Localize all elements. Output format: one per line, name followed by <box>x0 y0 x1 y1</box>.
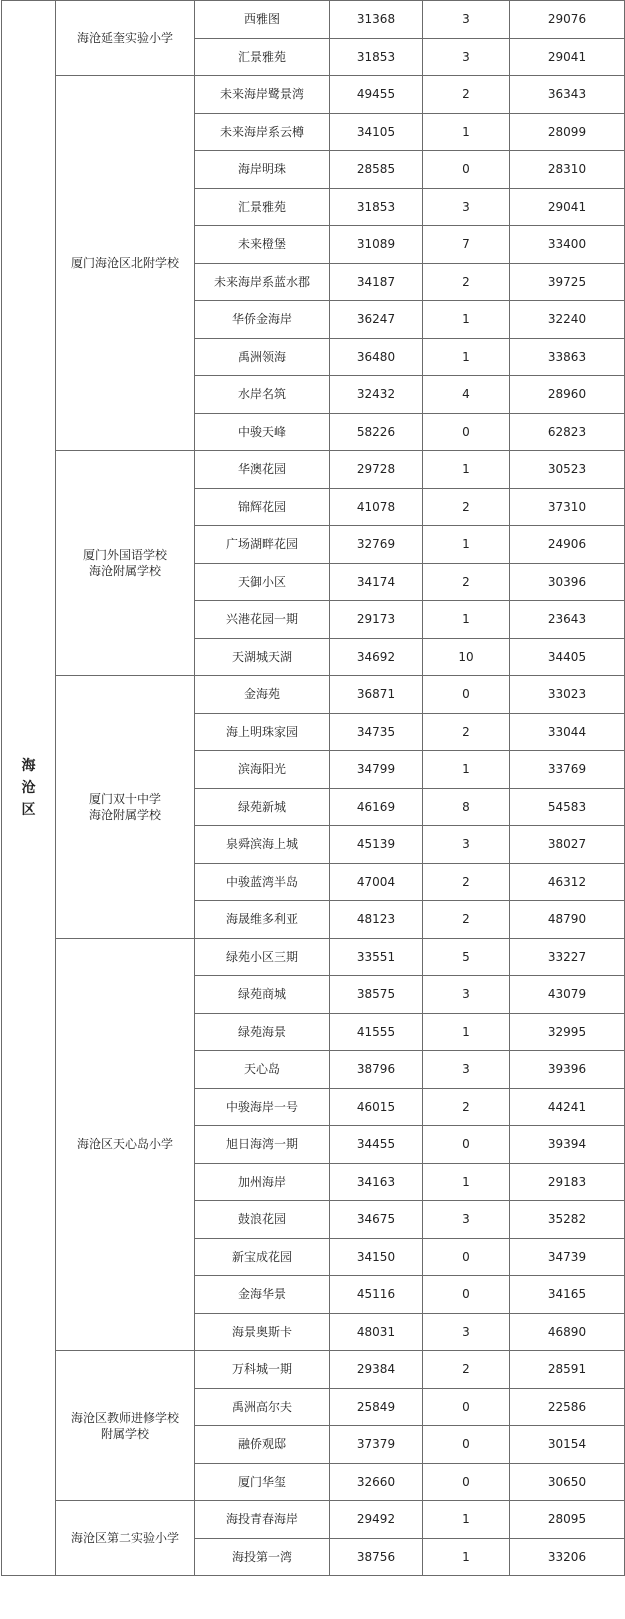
community-name-cell: 绿苑海景 <box>195 1013 330 1051</box>
school-name-line: 海沧附属学校 <box>88 807 161 822</box>
value-b-cell: 33023 <box>510 676 625 714</box>
district-cell <box>2 1 56 1576</box>
community-name-cell: 泉舜滨海上城 <box>195 826 330 864</box>
value-a-cell: 33551 <box>330 938 423 976</box>
value-b-cell: 54583 <box>510 788 625 826</box>
school-name-cell <box>56 76 195 451</box>
value-b-cell: 29183 <box>510 1163 625 1201</box>
district-char: 沧 <box>21 780 36 796</box>
community-name-cell: 万科城一期 <box>195 1351 330 1389</box>
count-cell: 0 <box>423 1426 510 1464</box>
value-b-cell: 29041 <box>510 38 625 76</box>
value-a-cell: 31853 <box>330 188 423 226</box>
count-cell: 0 <box>423 1463 510 1501</box>
value-a-cell: 34799 <box>330 751 423 789</box>
value-a-cell: 29173 <box>330 601 423 639</box>
community-name-cell: 绿苑小区三期 <box>195 938 330 976</box>
count-cell: 2 <box>423 901 510 939</box>
value-a-cell: 49455 <box>330 76 423 114</box>
value-a-cell: 38796 <box>330 1051 423 1089</box>
value-a-cell: 32769 <box>330 526 423 564</box>
count-cell: 2 <box>423 1351 510 1389</box>
value-a-cell: 41555 <box>330 1013 423 1051</box>
table-body <box>2 1 625 1576</box>
community-name-cell: 加州海岸 <box>195 1163 330 1201</box>
community-name-cell: 汇景雅苑 <box>195 188 330 226</box>
value-b-cell: 28095 <box>510 1501 625 1539</box>
community-name-cell: 海晟维多利亚 <box>195 901 330 939</box>
school-district-table <box>1 0 625 1576</box>
count-cell: 2 <box>423 713 510 751</box>
value-a-cell: 34150 <box>330 1238 423 1276</box>
value-b-cell: 33400 <box>510 226 625 264</box>
count-cell: 1 <box>423 113 510 151</box>
table-row <box>2 1501 625 1539</box>
value-a-cell: 34455 <box>330 1126 423 1164</box>
school-name-line: 厦门双十中学 <box>88 791 161 806</box>
value-b-cell: 30154 <box>510 1426 625 1464</box>
count-cell: 3 <box>423 188 510 226</box>
count-cell: 0 <box>423 676 510 714</box>
count-cell: 10 <box>423 638 510 676</box>
count-cell: 1 <box>423 526 510 564</box>
count-cell: 1 <box>423 1163 510 1201</box>
community-name-cell: 海岸明珠 <box>195 151 330 189</box>
school-name-cell <box>56 1 195 76</box>
count-cell: 3 <box>423 38 510 76</box>
count-cell: 1 <box>423 1501 510 1539</box>
value-a-cell: 34735 <box>330 713 423 751</box>
school-name-cell <box>56 1351 195 1501</box>
school-name-line: 附属学校 <box>100 1426 149 1441</box>
community-name-cell: 厦门华玺 <box>195 1463 330 1501</box>
community-name-cell: 禹洲领海 <box>195 338 330 376</box>
value-b-cell: 34165 <box>510 1276 625 1314</box>
value-b-cell: 62823 <box>510 413 625 451</box>
value-b-cell: 39725 <box>510 263 625 301</box>
value-a-cell: 31089 <box>330 226 423 264</box>
community-name-cell: 未来海岸鹭景湾 <box>195 76 330 114</box>
value-b-cell: 44241 <box>510 1088 625 1126</box>
count-cell: 2 <box>423 488 510 526</box>
count-cell: 1 <box>423 301 510 339</box>
community-name-cell: 滨海阳光 <box>195 751 330 789</box>
value-b-cell: 29041 <box>510 188 625 226</box>
value-a-cell: 29492 <box>330 1501 423 1539</box>
value-a-cell: 31368 <box>330 1 423 39</box>
school-name-line: 海沧延奎实验小学 <box>76 31 173 45</box>
school-name-line: 厦门外国语学校 <box>82 548 167 562</box>
community-name-cell: 天湖城天湖 <box>195 638 330 676</box>
count-cell: 1 <box>423 751 510 789</box>
community-name-cell: 鼓浪花园 <box>195 1201 330 1239</box>
community-name-cell: 绿苑商城 <box>195 976 330 1014</box>
value-b-cell: 33863 <box>510 338 625 376</box>
value-a-cell: 28585 <box>330 151 423 189</box>
value-b-cell: 33769 <box>510 751 625 789</box>
table-row <box>2 76 625 114</box>
community-name-cell: 未来海岸系云樽 <box>195 113 330 151</box>
school-name-line: 海沧区第二实验小学 <box>70 1531 179 1545</box>
community-name-cell: 华澳花园 <box>195 451 330 489</box>
value-a-cell: 36480 <box>330 338 423 376</box>
value-b-cell: 34739 <box>510 1238 625 1276</box>
community-name-cell: 融侨观邸 <box>195 1426 330 1464</box>
community-name-cell: 海上明珠家园 <box>195 713 330 751</box>
community-name-cell: 锦辉花园 <box>195 488 330 526</box>
count-cell: 0 <box>423 1126 510 1164</box>
community-name-cell: 天心岛 <box>195 1051 330 1089</box>
value-a-cell: 34675 <box>330 1201 423 1239</box>
value-b-cell: 33227 <box>510 938 625 976</box>
count-cell: 1 <box>423 338 510 376</box>
table-row <box>2 938 625 976</box>
community-name-cell: 禹洲高尔夫 <box>195 1388 330 1426</box>
school-name-line: 海沧区天心岛小学 <box>76 1137 173 1152</box>
value-b-cell: 38027 <box>510 826 625 864</box>
count-cell: 1 <box>423 451 510 489</box>
value-b-cell: 43079 <box>510 976 625 1014</box>
community-name-cell: 中骏天峰 <box>195 413 330 451</box>
community-name-cell: 金海苑 <box>195 676 330 714</box>
school-name-cell <box>56 676 195 939</box>
value-b-cell: 28310 <box>510 151 625 189</box>
count-cell: 3 <box>423 826 510 864</box>
count-cell: 3 <box>423 1313 510 1351</box>
community-name-cell: 新宝成花园 <box>195 1238 330 1276</box>
value-a-cell: 36247 <box>330 301 423 339</box>
community-name-cell: 兴港花园一期 <box>195 601 330 639</box>
value-a-cell: 32432 <box>330 376 423 414</box>
value-b-cell: 37310 <box>510 488 625 526</box>
value-a-cell: 48123 <box>330 901 423 939</box>
count-cell: 3 <box>423 1201 510 1239</box>
count-cell: 4 <box>423 376 510 414</box>
district-char: 海 <box>21 758 36 774</box>
community-name-cell: 汇景雅苑 <box>195 38 330 76</box>
count-cell: 8 <box>423 788 510 826</box>
value-a-cell: 47004 <box>330 863 423 901</box>
value-b-cell: 24906 <box>510 526 625 564</box>
count-cell: 2 <box>423 563 510 601</box>
value-b-cell: 34405 <box>510 638 625 676</box>
value-a-cell: 29728 <box>330 451 423 489</box>
count-cell: 2 <box>423 263 510 301</box>
community-name-cell: 中骏海岸一号 <box>195 1088 330 1126</box>
community-name-cell: 广场湖畔花园 <box>195 526 330 564</box>
value-b-cell: 23643 <box>510 601 625 639</box>
community-name-cell: 旭日海湾一期 <box>195 1126 330 1164</box>
community-name-cell: 水岸名筑 <box>195 376 330 414</box>
value-b-cell: 46312 <box>510 863 625 901</box>
value-b-cell: 46890 <box>510 1313 625 1351</box>
school-name-line: 海沧附属学校 <box>88 564 161 578</box>
value-a-cell: 46015 <box>330 1088 423 1126</box>
community-name-cell: 未来橙堡 <box>195 226 330 264</box>
value-a-cell: 29384 <box>330 1351 423 1389</box>
community-name-cell: 海景奥斯卡 <box>195 1313 330 1351</box>
value-b-cell: 32240 <box>510 301 625 339</box>
count-cell: 2 <box>423 76 510 114</box>
value-a-cell: 34174 <box>330 563 423 601</box>
school-name-cell <box>56 938 195 1351</box>
community-name-cell: 华侨金海岸 <box>195 301 330 339</box>
community-name-cell: 海投第一湾 <box>195 1538 330 1576</box>
table-row <box>2 1351 625 1389</box>
value-a-cell: 45139 <box>330 826 423 864</box>
count-cell: 7 <box>423 226 510 264</box>
school-name-cell <box>56 1501 195 1576</box>
value-b-cell: 39394 <box>510 1126 625 1164</box>
value-b-cell: 48790 <box>510 901 625 939</box>
count-cell: 3 <box>423 976 510 1014</box>
count-cell: 0 <box>423 1388 510 1426</box>
count-cell: 5 <box>423 938 510 976</box>
value-a-cell: 36871 <box>330 676 423 714</box>
count-cell: 3 <box>423 1 510 39</box>
school-name-line: 厦门海沧区北附学校 <box>70 256 179 270</box>
count-cell: 3 <box>423 1051 510 1089</box>
table-row <box>2 676 625 714</box>
school-name-line: 海沧区教师进修学校 <box>70 1410 179 1425</box>
value-a-cell: 58226 <box>330 413 423 451</box>
count-cell: 0 <box>423 413 510 451</box>
value-a-cell: 31853 <box>330 38 423 76</box>
community-name-cell: 西雅图 <box>195 1 330 39</box>
community-name-cell: 绿苑新城 <box>195 788 330 826</box>
value-b-cell: 33206 <box>510 1538 625 1576</box>
count-cell: 2 <box>423 863 510 901</box>
community-name-cell: 中骏蓝湾半岛 <box>195 863 330 901</box>
value-b-cell: 22586 <box>510 1388 625 1426</box>
value-b-cell: 28960 <box>510 376 625 414</box>
table-row <box>2 451 625 489</box>
count-cell: 1 <box>423 1013 510 1051</box>
value-a-cell: 32660 <box>330 1463 423 1501</box>
value-b-cell: 29076 <box>510 1 625 39</box>
value-a-cell: 38575 <box>330 976 423 1014</box>
value-a-cell: 38756 <box>330 1538 423 1576</box>
value-b-cell: 35282 <box>510 1201 625 1239</box>
value-b-cell: 28591 <box>510 1351 625 1389</box>
value-a-cell: 25849 <box>330 1388 423 1426</box>
count-cell: 1 <box>423 601 510 639</box>
count-cell: 0 <box>423 1238 510 1276</box>
value-b-cell: 30396 <box>510 563 625 601</box>
table-row <box>2 1 625 39</box>
value-a-cell: 45116 <box>330 1276 423 1314</box>
value-a-cell: 37379 <box>330 1426 423 1464</box>
value-b-cell: 28099 <box>510 113 625 151</box>
community-name-cell: 未来海岸系蓝水郡 <box>195 263 330 301</box>
school-name-cell <box>56 451 195 676</box>
value-b-cell: 30650 <box>510 1463 625 1501</box>
value-a-cell: 41078 <box>330 488 423 526</box>
count-cell: 1 <box>423 1538 510 1576</box>
value-a-cell: 34692 <box>330 638 423 676</box>
community-name-cell: 天御小区 <box>195 563 330 601</box>
district-char: 区 <box>21 802 36 818</box>
community-name-cell: 海投青春海岸 <box>195 1501 330 1539</box>
value-b-cell: 39396 <box>510 1051 625 1089</box>
count-cell: 0 <box>423 1276 510 1314</box>
value-b-cell: 30523 <box>510 451 625 489</box>
value-a-cell: 34163 <box>330 1163 423 1201</box>
value-a-cell: 34105 <box>330 113 423 151</box>
count-cell: 2 <box>423 1088 510 1126</box>
value-a-cell: 34187 <box>330 263 423 301</box>
community-name-cell: 金海华景 <box>195 1276 330 1314</box>
value-b-cell: 33044 <box>510 713 625 751</box>
count-cell: 0 <box>423 151 510 189</box>
value-b-cell: 32995 <box>510 1013 625 1051</box>
value-a-cell: 48031 <box>330 1313 423 1351</box>
value-b-cell: 36343 <box>510 76 625 114</box>
value-a-cell: 46169 <box>330 788 423 826</box>
